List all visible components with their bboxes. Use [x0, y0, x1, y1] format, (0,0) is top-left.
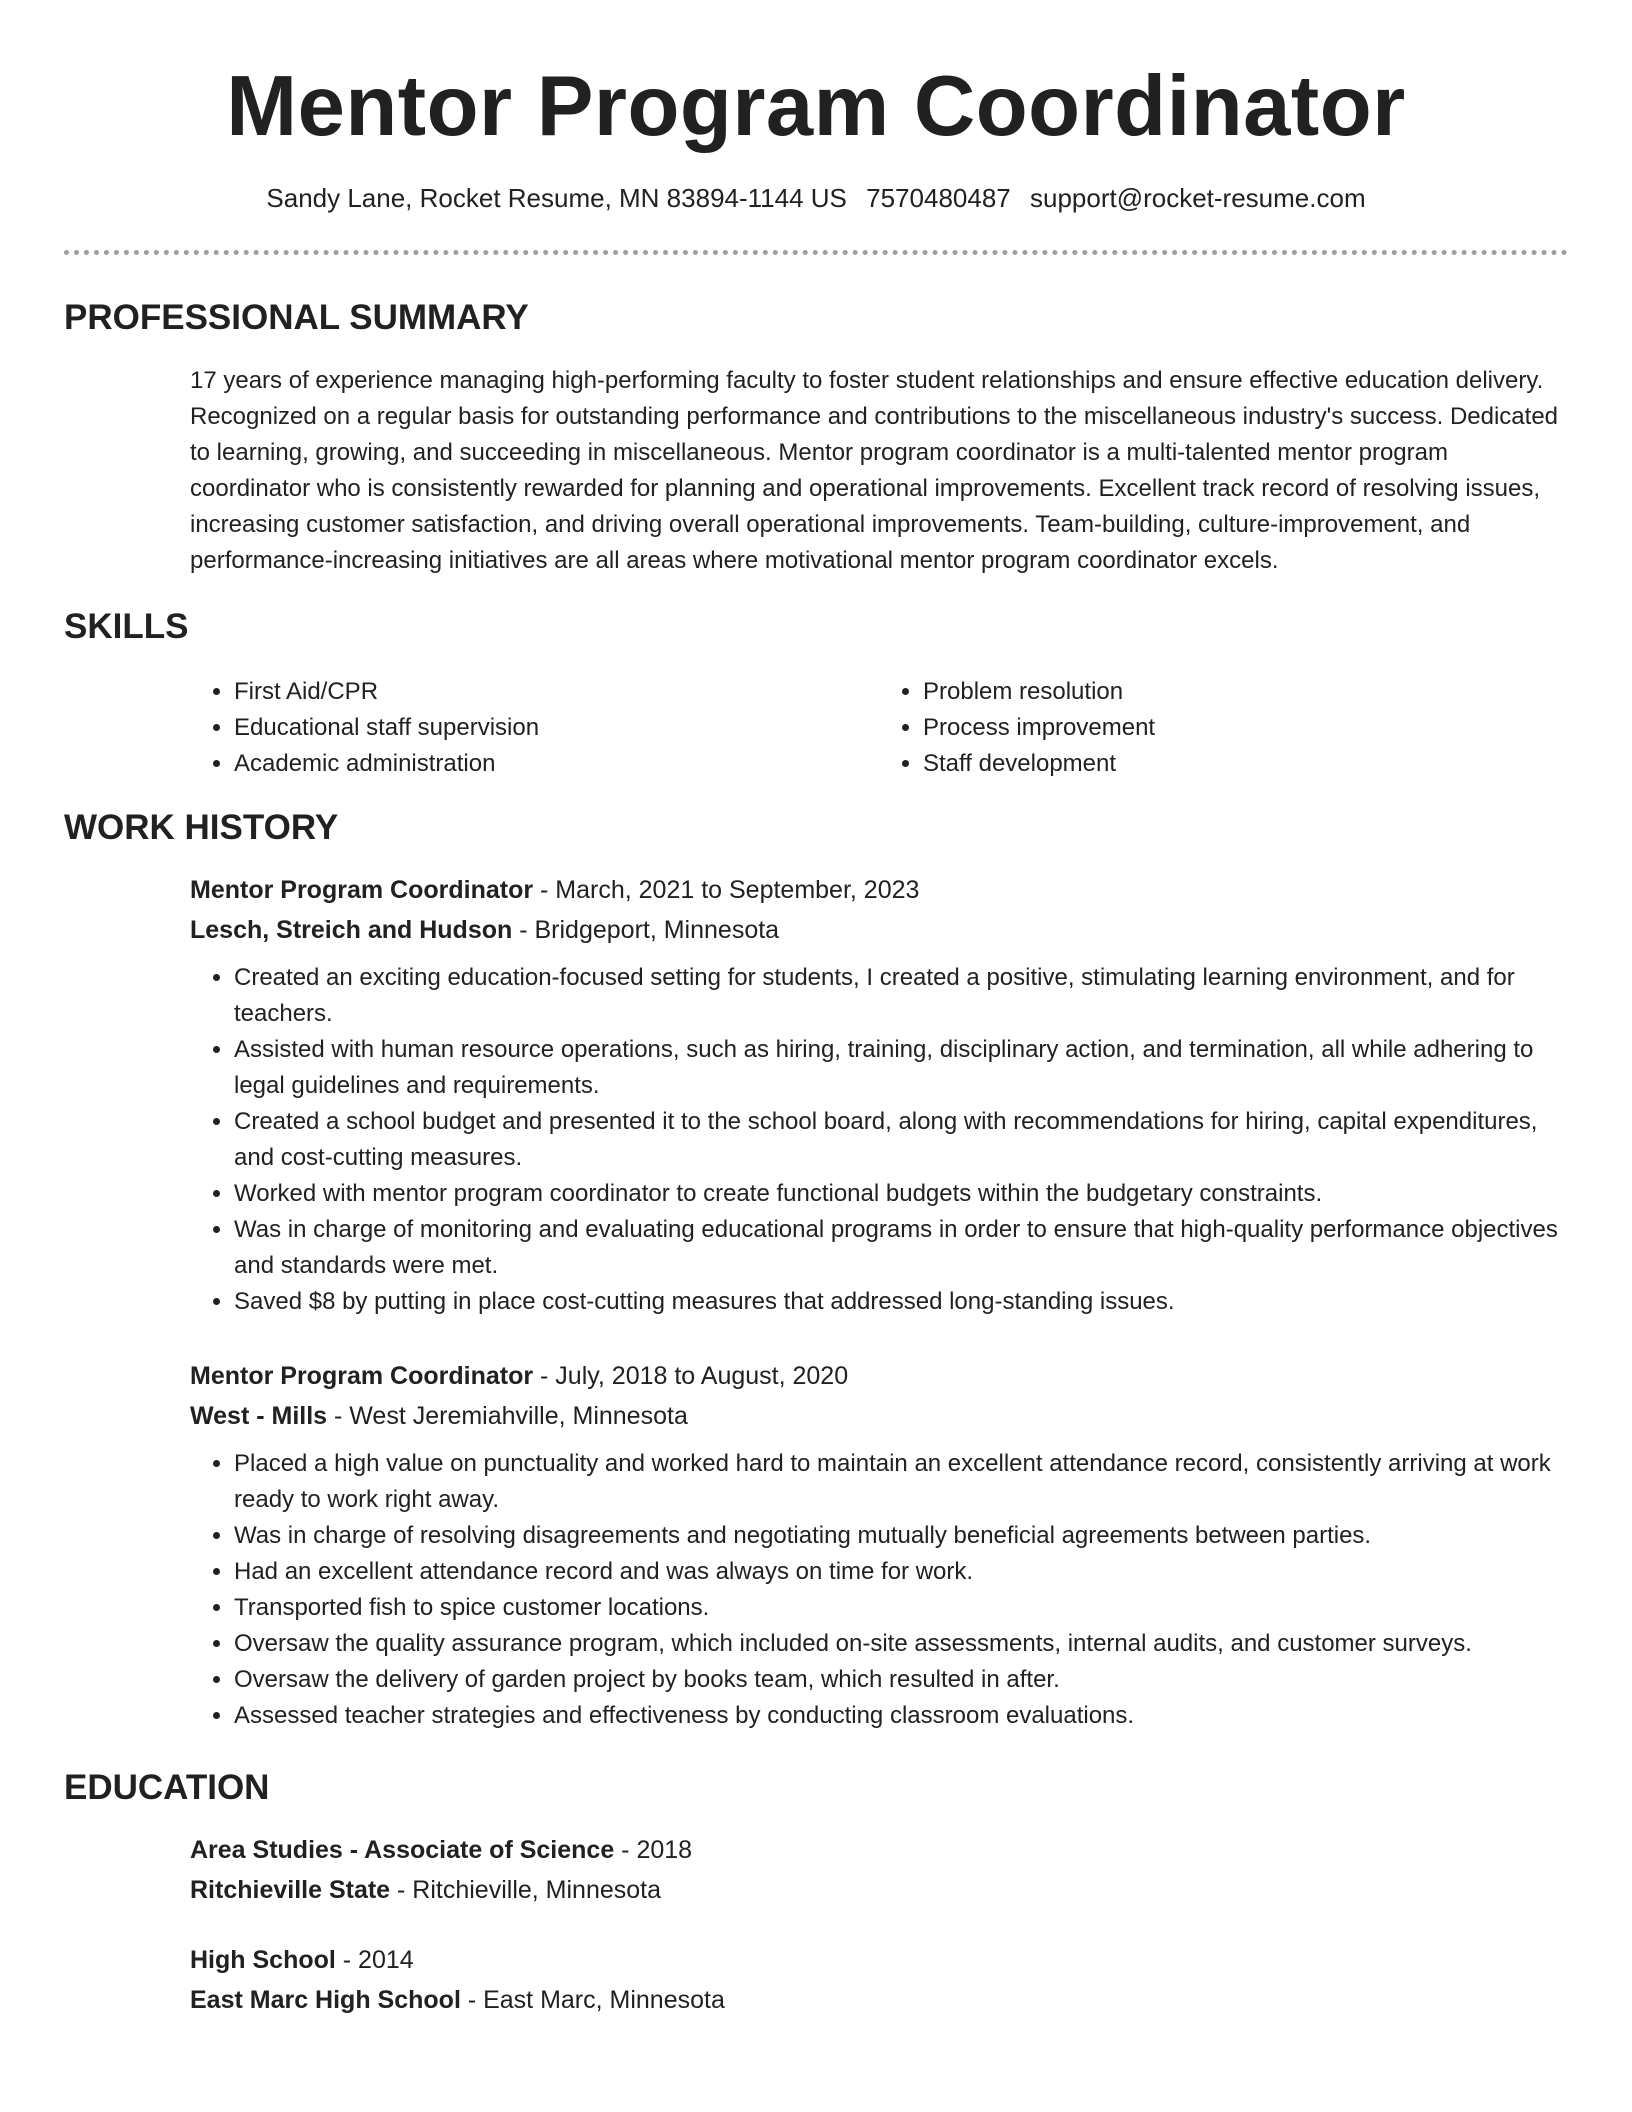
skills-column-right [879, 674, 1568, 782]
resume-name: Mentor Program Coordinator [226, 59, 1406, 154]
job-title-line [190, 1356, 1568, 1396]
resume-page [64, 0, 1568, 2014]
job-dates: - March, 2021 to September, 2023 [533, 876, 920, 904]
education-school: East Marc High School [190, 1986, 461, 2014]
job-bullet: • Transported fish to spice customer locations. [234, 1590, 1568, 1626]
education-school-line [190, 1980, 1568, 2020]
job-bullet: • Had an excellent attendance record and was always on time for work. [234, 1554, 1568, 1590]
job-bullets [190, 960, 1568, 1320]
skill-item: • Staff development [923, 746, 1568, 782]
education-location: - Ritchieville, Minnesota [390, 1876, 662, 1904]
job-bullet: • Placed a high value on punctuality and worked hard to maintain an excellent attendance record, consistently arriving at work ready to work right away. [234, 1446, 1568, 1518]
header-divider [64, 250, 1568, 255]
job-bullet: • Created a school budget and presented it to the school board, along with recommendations for hiring, capital expenditures, and cost-cutting measures. [234, 1104, 1568, 1176]
job-bullet: • Assisted with human resource operations, such as hiring, training, disciplinary action, and termination, all while adhering to legal guidelines and requirements. [234, 1032, 1568, 1104]
contact-line [64, 180, 1568, 216]
skill-item: • First Aid/CPR [234, 674, 879, 710]
education-degree: High School [190, 1946, 336, 1974]
job-bullet: • Assessed teacher strategies and effectiveness by conducting classroom evaluations. [234, 1698, 1568, 1734]
education-school-line [190, 1870, 1568, 1910]
section-title-summary: PROFESSIONAL SUMMARY [64, 298, 529, 337]
skill-item: • Problem resolution [923, 674, 1568, 710]
section-title-education: EDUCATION [64, 1768, 270, 1807]
education-school: Ritchieville State [190, 1876, 391, 1904]
job-entry [190, 870, 1568, 1320]
skill-item: • Educational staff supervision [234, 710, 879, 746]
education-entry [190, 1830, 1568, 1910]
job-bullet: • Created an exciting education-focused setting for students, I created a positive, stimulating learning environment, and for teachers. [234, 960, 1568, 1032]
job-location: - West Jeremiahville, Minnesota [327, 1402, 688, 1430]
job-bullet: • Oversaw the quality assurance program, which included on-site assessments, internal audits, and customer surveys. [234, 1626, 1568, 1662]
job-role: Mentor Program Coordinator [190, 1362, 534, 1390]
skills-list [190, 674, 1568, 782]
section-title-work-history: WORK HISTORY [64, 808, 339, 847]
contact-email: support@rocket-resume.com [1029, 183, 1366, 213]
job-bullet: • Worked with mentor program coordinator to create functional budgets within the budgetary constraints. [234, 1176, 1568, 1212]
job-bullet: • Was in charge of monitoring and evaluating educational programs in order to ensure that high-quality performance objectives and standards were met. [234, 1212, 1568, 1284]
education-location: - East Marc, Minnesota [460, 1986, 725, 2014]
education-degree: Area Studies - Associate of Science [190, 1836, 615, 1864]
job-bullet: • Was in charge of resolving disagreements and negotiating mutually beneficial agreements between parties. [234, 1518, 1568, 1554]
skill-item: • Academic administration [234, 746, 879, 782]
education-year: - 2018 [614, 1836, 693, 1864]
job-company: West - Mills [190, 1402, 328, 1430]
job-dates: - July, 2018 to August, 2020 [533, 1362, 849, 1390]
education-year: - 2014 [335, 1946, 414, 1974]
job-bullet: • Saved $8 by putting in place cost-cutting measures that addressed long-standing issues. [234, 1284, 1568, 1320]
contact-address: Sandy Lane, Rocket Resume, MN 83894-1144 US [266, 183, 847, 213]
skills-column-left [190, 674, 879, 782]
section-title-skills: SKILLS [64, 607, 189, 646]
job-role: Mentor Program Coordinator [190, 876, 534, 904]
job-bullets [190, 1446, 1568, 1734]
education-degree-line [190, 1830, 1568, 1870]
job-title-line [190, 870, 1568, 910]
education-degree-line [190, 1940, 1568, 1980]
summary-text: 17 years of experience managing high-performing faculty to foster student relationships and ensure effective education delivery. Recognized on a regular basis for outstanding performance and contributions to the miscellaneous industry's success. Dedicated to learning, growing, and succeeding in miscellaneous. Mentor program coordinator is a multi-talented mentor program coordinator who is consistently rewarded for planning and operational improvements. Excellent track record of resolving issues, increasing customer satisfaction, and driving overall operational improvements. Team-building, culture-improvement, and performance-increasing initiatives are all areas where motivational mentor program coordinator excels. [190, 367, 1559, 574]
contact-phone: 7570480487 [866, 183, 1011, 213]
education-entry [190, 1940, 1568, 2020]
job-company-line [190, 910, 1568, 950]
job-company-line [190, 1396, 1568, 1436]
job-location: - Bridgeport, Minnesota [512, 916, 780, 944]
job-bullet: • Oversaw the delivery of garden project by books team, which resulted in after. [234, 1662, 1568, 1698]
skill-item: • Process improvement [923, 710, 1568, 746]
job-company: Lesch, Streich and Hudson [190, 916, 513, 944]
job-entry [190, 1356, 1568, 1734]
